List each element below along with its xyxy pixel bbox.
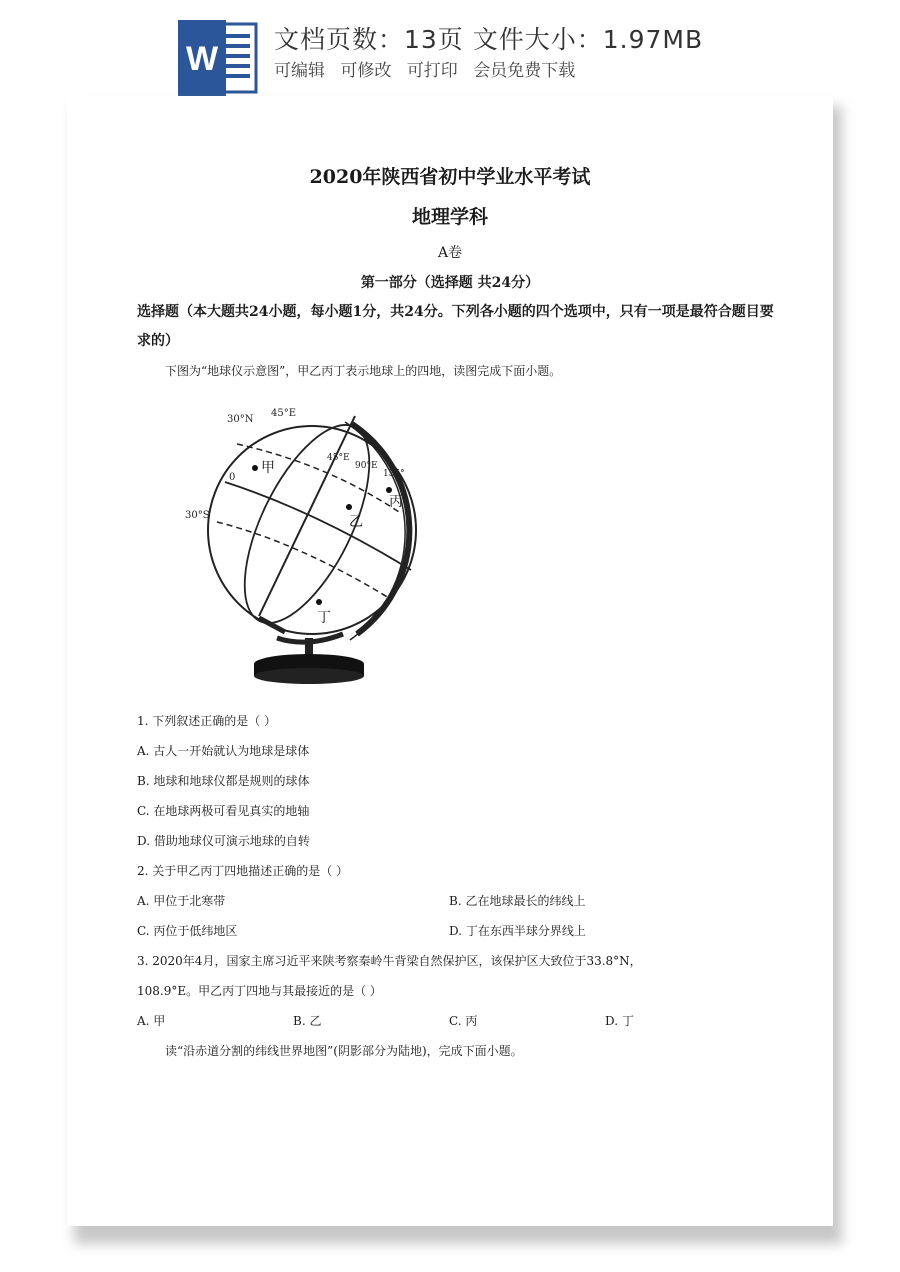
q3-option-a: A. 甲 bbox=[137, 1014, 166, 1028]
file-info-title: 文档页数：13页 文件大小：1.97MB bbox=[274, 25, 704, 54]
point-jia: 甲 bbox=[261, 460, 275, 476]
feature-editable: 可编辑 bbox=[274, 61, 325, 81]
point-ding: 丁 bbox=[317, 610, 331, 626]
feature-list bbox=[274, 56, 585, 81]
q1-option-d: D. 借助地球仪可演示地球的自转 bbox=[137, 834, 310, 848]
q2-option-a: A. 甲位于北寒带 bbox=[137, 894, 226, 908]
label-30n: 30°N bbox=[227, 414, 254, 425]
part-heading: 第一部分（选择题 共24分） bbox=[360, 275, 540, 291]
label-45e-top: 45°E bbox=[271, 408, 297, 419]
label-135: 135° bbox=[383, 469, 405, 479]
label-90e: 90°E bbox=[355, 461, 378, 471]
q3-option-c: C. 丙 bbox=[449, 1014, 478, 1028]
paper-label: A卷 bbox=[437, 245, 463, 261]
download-banner bbox=[0, 0, 900, 100]
feature-member-download: 会员免费下载 bbox=[473, 61, 576, 81]
map-intro: 读“沿赤道分割的纬线世界地图”(阴影部分为陆地)，完成下面小题。 bbox=[165, 1044, 523, 1058]
section-instruction: 选择题（本大题共24小题，每小题1分，共24分。下列各小题的四个选项中，只有一项是最符合题目要求的） bbox=[137, 304, 774, 349]
q3-option-d: D. 丁 bbox=[605, 1014, 634, 1028]
word-document-icon bbox=[178, 20, 258, 96]
q2-option-c: C. 丙位于低纬地区 bbox=[137, 924, 238, 938]
exam-title: 2020年陕西省初中学业水平考试 bbox=[309, 166, 591, 188]
feature-modifiable: 可修改 bbox=[340, 61, 392, 81]
q2-option-b: B. 乙在地球最长的纬线上 bbox=[449, 894, 586, 908]
q1-option-b: B. 地球和地球仪都是规则的球体 bbox=[137, 774, 310, 788]
q2-option-d: D. 丁在东西半球分界线上 bbox=[449, 924, 586, 938]
q1-stem: 1. 下列叙述正确的是（ ） bbox=[137, 714, 277, 728]
word-icon-letter: W bbox=[185, 40, 219, 78]
q1-option-c: C. 在地球两极可看见真实的地轴 bbox=[137, 804, 310, 818]
feature-printable: 可打印 bbox=[406, 61, 458, 81]
label-zero: 0 bbox=[229, 472, 236, 483]
point-yi: 乙 bbox=[349, 514, 363, 530]
document-page bbox=[67, 96, 833, 1226]
q3-stem-line1: 3. 2020年4月，国家主席习近平来陕考察秦岭牛背梁自然保护区，该保护区大致位于33.8°N， bbox=[137, 954, 642, 968]
q2-stem: 2. 关于甲乙丙丁四地描述正确的是（ ） bbox=[137, 864, 349, 878]
q3-stem-line2: 108.9°E。甲乙丙丁四地与其最接近的是（ ） bbox=[137, 984, 382, 998]
q3-option-b: B. 乙 bbox=[293, 1014, 322, 1028]
subject-title: 地理学科 bbox=[411, 206, 488, 228]
label-30s: 30°S bbox=[185, 510, 210, 521]
globe-diagram bbox=[167, 402, 437, 692]
point-bing: 丙 bbox=[389, 494, 403, 510]
label-45e: 45°E bbox=[327, 453, 350, 463]
q1-option-a: A. 古人一开始就认为地球是球体 bbox=[137, 744, 310, 758]
globe-intro: 下图为“地球仪示意图”，甲乙丙丁表示地球上的四地，读图完成下面小题。 bbox=[165, 364, 562, 378]
